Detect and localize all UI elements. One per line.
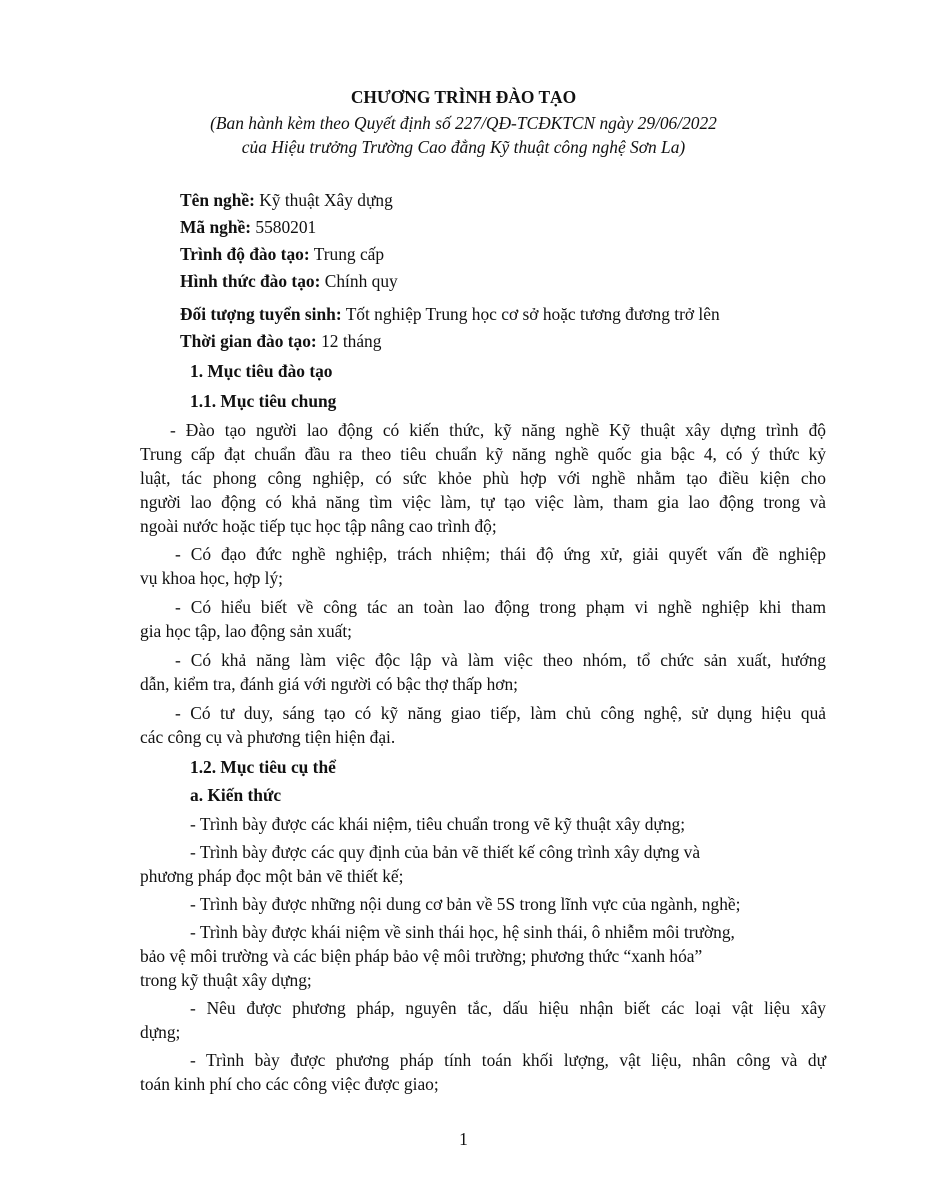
paragraph-line: ngoài nước hoặc tiếp tục học tập nâng cao trình độ; — [140, 516, 497, 536]
info-label: Trình độ đào tạo: — [180, 244, 310, 264]
paragraph-line: - Trình bày được những nội dung cơ bản về 5S trong lĩnh vực của ngành, nghề; — [190, 894, 741, 914]
info-label: Hình thức đào tạo: — [180, 271, 321, 291]
paragraph-line: - Có khả năng làm việc độc lập và làm việc theo nhóm, tổ chức sản xuất, hướng — [175, 650, 826, 670]
paragraph-line: toán kinh phí cho các công việc được giao; — [140, 1074, 439, 1094]
page-number: 1 — [459, 1129, 468, 1149]
info-value: 12 tháng — [321, 331, 382, 351]
paragraph-line: người lao động có khả năng tìm việc làm, tự tạo việc làm, tham gia lao động trong và — [140, 492, 826, 512]
paragraph-line: - Có đạo đức nghề nghiệp, trách nhiệm; thái độ ứng xử, giải quyết vấn đề nghiệp — [175, 544, 826, 564]
paragraph-line: các công cụ và phương tiện hiện đại. — [140, 727, 396, 747]
info-label: Thời gian đào tạo: — [180, 331, 317, 351]
paragraph-line: bảo vệ môi trường và các biện pháp bảo vệ môi trường; phương thức “xanh hóa” — [140, 946, 703, 966]
paragraph-line: vụ khoa học, hợp lý; — [140, 568, 283, 588]
document-subtitle-line-2: của Hiệu trưởng Trường Cao đẳng Kỹ thuật công nghệ Sơn La) — [241, 137, 686, 157]
info-label: Đối tượng tuyển sinh: — [180, 304, 342, 324]
paragraph-line: - Trình bày được khái niệm về sinh thái học, hệ sinh thái, ô nhiễm môi trường, — [190, 922, 735, 942]
paragraph-line: - Có hiểu biết về công tác an toàn lao động trong phạm vi nghề nghiệp khi tham — [175, 597, 826, 617]
paragraph-line: - Nêu được phương pháp, nguyên tắc, dấu hiệu nhận biết các loại vật liệu xây — [190, 998, 826, 1018]
info-value: Trung cấp — [313, 244, 385, 264]
paragraph-line: dẫn, kiểm tra, đánh giá với người có bậc thợ thấp hơn; — [140, 674, 518, 694]
info-row — [180, 330, 381, 352]
info-row — [180, 243, 384, 265]
document-subtitle-line-1: (Ban hành kèm theo Quyết định số 227/QĐ-TCĐKTCN ngày 29/06/2022 — [210, 113, 717, 133]
info-value: Kỹ thuật Xây dựng — [259, 190, 393, 210]
info-row — [180, 303, 720, 325]
paragraph-line: Trung cấp đạt chuẩn đầu ra theo tiêu chuẩn kỹ năng nghề quốc gia bậc 4, có ý thức kỷ — [140, 444, 826, 464]
section-heading-1-2: 1.2. Mục tiêu cụ thể — [190, 757, 336, 777]
paragraph-line: trong kỹ thuật xây dựng; — [140, 970, 312, 990]
paragraph-line: - Trình bày được các quy định của bản vẽ thiết kế công trình xây dựng và — [190, 842, 701, 862]
paragraph-line: - Có tư duy, sáng tạo có kỹ năng giao tiếp, làm chủ công nghệ, sử dụng hiệu quả — [175, 703, 826, 723]
paragraph-line: - Trình bày được các khái niệm, tiêu chuẩn trong vẽ kỹ thuật xây dựng; — [190, 814, 686, 834]
document-title: CHƯƠNG TRÌNH ĐÀO TẠO — [350, 87, 577, 107]
info-value: Tốt nghiệp Trung học cơ sở hoặc tương đương trở lên — [345, 304, 720, 324]
info-row — [180, 216, 316, 238]
info-value: Chính quy — [324, 271, 398, 291]
info-label: Tên nghề: — [180, 190, 255, 210]
info-value: 5580201 — [255, 217, 317, 237]
section-heading-1-1: 1.1. Mục tiêu chung — [190, 391, 337, 411]
info-row — [180, 270, 398, 292]
paragraph-line: phương pháp đọc một bản vẽ thiết kế; — [140, 866, 404, 886]
section-heading-a: a. Kiến thức — [190, 785, 282, 805]
info-label: Mã nghề: — [180, 217, 252, 237]
paragraph-line: dựng; — [140, 1022, 181, 1042]
paragraph-line: - Đào tạo người lao động có kiến thức, kỹ năng nghề Kỹ thuật xây dựng trình độ — [170, 420, 826, 440]
paragraph-line: - Trình bày được phương pháp tính toán khối lượng, vật liệu, nhân công và dự — [190, 1050, 826, 1070]
paragraph-line: gia học tập, lao động sản xuất; — [140, 621, 353, 641]
paragraph-line: luật, tác phong công nghiệp, có sức khỏe phù hợp với nghề nhằm tạo điều kiện cho — [140, 468, 826, 488]
info-row — [180, 189, 393, 211]
section-heading-1: 1. Mục tiêu đào tạo — [190, 361, 333, 381]
